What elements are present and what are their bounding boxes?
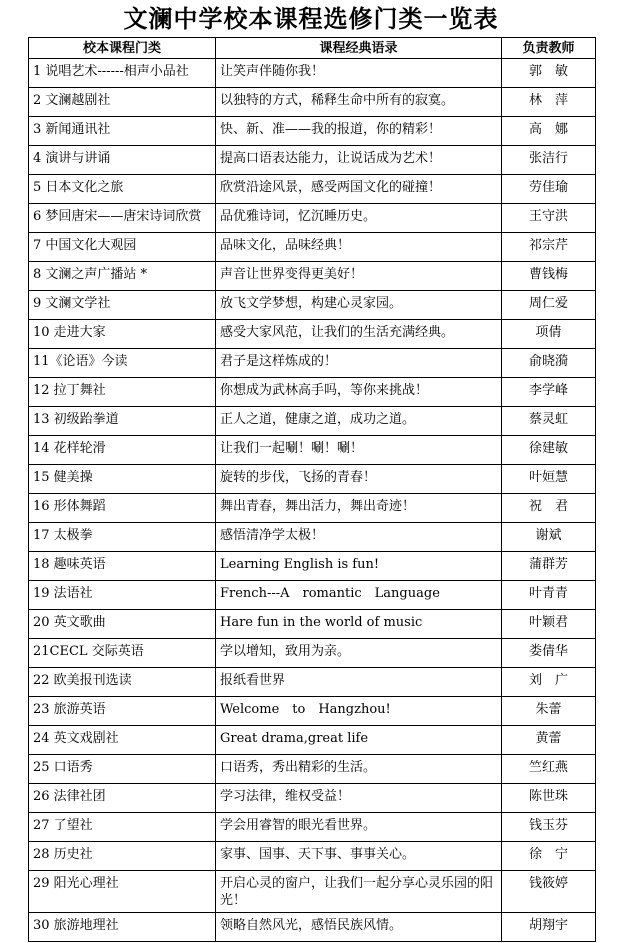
table-row (29, 349, 596, 378)
table-row (29, 726, 596, 755)
slogan-cell: 领略自然风光，感悟民族风情。 (216, 913, 502, 942)
slogan-cell: Learning English is fun! (216, 552, 502, 581)
table-row (29, 668, 596, 697)
slogan-cell: 让我们一起唰！唰！唰！ (216, 436, 502, 465)
header-slogan: 课程经典语录 (216, 38, 502, 59)
teacher-cell: 蔡灵虹 (502, 407, 596, 436)
table-row (29, 436, 596, 465)
course-cell: 9 文澜文学社 (29, 291, 216, 320)
teacher-cell: 竺红燕 (502, 755, 596, 784)
teacher-cell: 刘 广 (502, 668, 596, 697)
slogan-cell: 以独特的方式，稀释生命中所有的寂寞。 (216, 88, 502, 117)
teacher-cell: 叶青青 (502, 581, 596, 610)
teacher-cell: 曹钱梅 (502, 262, 596, 291)
teacher-cell: 俞晓漪 (502, 349, 596, 378)
slogan-cell: 君子是这样炼成的！ (216, 349, 502, 378)
teacher-cell: 周仁爱 (502, 291, 596, 320)
course-cell: 29 阳光心理社 (29, 871, 216, 913)
table-row (29, 697, 596, 726)
course-cell: 11《论语》今读 (29, 349, 216, 378)
course-cell: 17 太极拳 (29, 523, 216, 552)
teacher-cell: 王守洪 (502, 204, 596, 233)
slogan-cell: 正人之道，健康之道，成功之道。 (216, 407, 502, 436)
course-cell: 7 中国文化大观园 (29, 233, 216, 262)
teacher-cell: 郭 敏 (502, 59, 596, 88)
slogan-cell: 学会用睿智的眼光看世界。 (216, 813, 502, 842)
course-cell: 30 旅游地理社 (29, 913, 216, 942)
teacher-cell: 叶颖君 (502, 610, 596, 639)
course-cell: 1 说唱艺术------相声小品社 (29, 59, 216, 88)
course-cell: 15 健美操 (29, 465, 216, 494)
table-row (29, 233, 596, 262)
table-body (29, 59, 596, 942)
slogan-cell: 品优雅诗词，忆沉睡历史。 (216, 204, 502, 233)
table-row (29, 552, 596, 581)
course-cell: 8 文澜之声广播站 * (29, 262, 216, 291)
teacher-cell: 钱筱婷 (502, 871, 596, 913)
slogan-cell: 学习法律，维权受益！ (216, 784, 502, 813)
table-row (29, 913, 596, 942)
table-row (29, 204, 596, 233)
table-row (29, 871, 596, 913)
table-row (29, 813, 596, 842)
table-row (29, 494, 596, 523)
course-table (28, 37, 596, 942)
slogan-cell: Great drama,great life (216, 726, 502, 755)
slogan-cell: 提高口语表达能力，让说话成为艺术！ (216, 146, 502, 175)
course-cell: 2 文澜越剧社 (29, 88, 216, 117)
slogan-cell: 放飞文学梦想，构建心灵家园。 (216, 291, 502, 320)
teacher-cell: 林 萍 (502, 88, 596, 117)
table-row (29, 320, 596, 349)
teacher-cell: 娄倩华 (502, 639, 596, 668)
slogan-cell: 开启心灵的窗户，让我们一起分享心灵乐园的阳光！ (216, 871, 502, 913)
course-cell: 26 法律社团 (29, 784, 216, 813)
slogan-cell: French---A romantic Language (216, 581, 502, 610)
slogan-cell: 感悟清净学太极！ (216, 523, 502, 552)
table-row (29, 639, 596, 668)
course-cell: 22 欧美报刊选读 (29, 668, 216, 697)
slogan-cell: 舞出青春，舞出活力，舞出奇迹！ (216, 494, 502, 523)
course-cell: 25 口语秀 (29, 755, 216, 784)
course-cell: 23 旅游英语 (29, 697, 216, 726)
slogan-cell: 家事、国事、天下事、事事关心。 (216, 842, 502, 871)
page-title: 文澜中学校本课程选修门类一览表 (123, 4, 499, 33)
slogan-cell: 口语秀，秀出精彩的生活。 (216, 755, 502, 784)
course-cell: 16 形体舞蹈 (29, 494, 216, 523)
slogan-cell: 欣赏沿途风景，感受两国文化的碰撞！ (216, 175, 502, 204)
table-row (29, 523, 596, 552)
slogan-cell: 旋转的步伐，飞扬的青春！ (216, 465, 502, 494)
course-cell: 13 初级跆拳道 (29, 407, 216, 436)
table-row (29, 581, 596, 610)
course-cell: 18 趣味英语 (29, 552, 216, 581)
table-row (29, 291, 596, 320)
teacher-cell: 劳佳瑜 (502, 175, 596, 204)
teacher-cell: 项倩 (502, 320, 596, 349)
table-row (29, 59, 596, 88)
course-cell: 21CECL 交际英语 (29, 639, 216, 668)
course-cell: 19 法语社 (29, 581, 216, 610)
table-row (29, 262, 596, 291)
slogan-cell: 报纸看世界 (216, 668, 502, 697)
course-cell: 6 梦回唐宋——唐宋诗词欣赏 (29, 204, 216, 233)
course-cell: 24 英文戏剧社 (29, 726, 216, 755)
teacher-cell: 徐建敏 (502, 436, 596, 465)
slogan-cell: Welcome to Hangzhou! (216, 697, 502, 726)
table-row (29, 88, 596, 117)
table-row (29, 378, 596, 407)
table-row (29, 784, 596, 813)
table-header-row (29, 38, 596, 59)
slogan-cell: 感受大家风范，让我们的生活充满经典。 (216, 320, 502, 349)
table-row (29, 175, 596, 204)
course-cell: 3 新闻通讯社 (29, 117, 216, 146)
course-cell: 28 历史社 (29, 842, 216, 871)
header-course: 校本课程门类 (29, 38, 216, 59)
table-row (29, 407, 596, 436)
table-row (29, 465, 596, 494)
course-cell: 20 英文歌曲 (29, 610, 216, 639)
header-teacher: 负责教师 (502, 38, 596, 59)
slogan-cell: Hare fun in the world of music (216, 610, 502, 639)
teacher-cell: 李学峰 (502, 378, 596, 407)
slogan-cell: 声音让世界变得更美好！ (216, 262, 502, 291)
teacher-cell: 张洁行 (502, 146, 596, 175)
table-row (29, 755, 596, 784)
slogan-cell: 快、新、准——我的报道，你的精彩！ (216, 117, 502, 146)
table-row (29, 610, 596, 639)
course-cell: 10 走进大家 (29, 320, 216, 349)
slogan-cell: 品味文化，品味经典！ (216, 233, 502, 262)
slogan-cell: 学以增知，致用为亲。 (216, 639, 502, 668)
course-cell: 4 演讲与讲诵 (29, 146, 216, 175)
teacher-cell: 谢斌 (502, 523, 596, 552)
slogan-cell: 你想成为武林高手吗，等你来挑战！ (216, 378, 502, 407)
teacher-cell: 祁宗芹 (502, 233, 596, 262)
teacher-cell: 祝 君 (502, 494, 596, 523)
teacher-cell: 陈世珠 (502, 784, 596, 813)
teacher-cell: 朱蕾 (502, 697, 596, 726)
table-row (29, 117, 596, 146)
course-cell: 12 拉丁舞社 (29, 378, 216, 407)
course-cell: 5 日本文化之旅 (29, 175, 216, 204)
table-row (29, 842, 596, 871)
course-cell: 14 花样轮滑 (29, 436, 216, 465)
teacher-cell: 胡翔宇 (502, 913, 596, 942)
teacher-cell: 徐 宁 (502, 842, 596, 871)
teacher-cell: 钱玉芬 (502, 813, 596, 842)
teacher-cell: 黄蕾 (502, 726, 596, 755)
course-cell: 27 了望社 (29, 813, 216, 842)
teacher-cell: 高 娜 (502, 117, 596, 146)
table-row (29, 146, 596, 175)
teacher-cell: 蒲群芳 (502, 552, 596, 581)
teacher-cell: 叶姮慧 (502, 465, 596, 494)
slogan-cell: 让笑声伴随你我！ (216, 59, 502, 88)
